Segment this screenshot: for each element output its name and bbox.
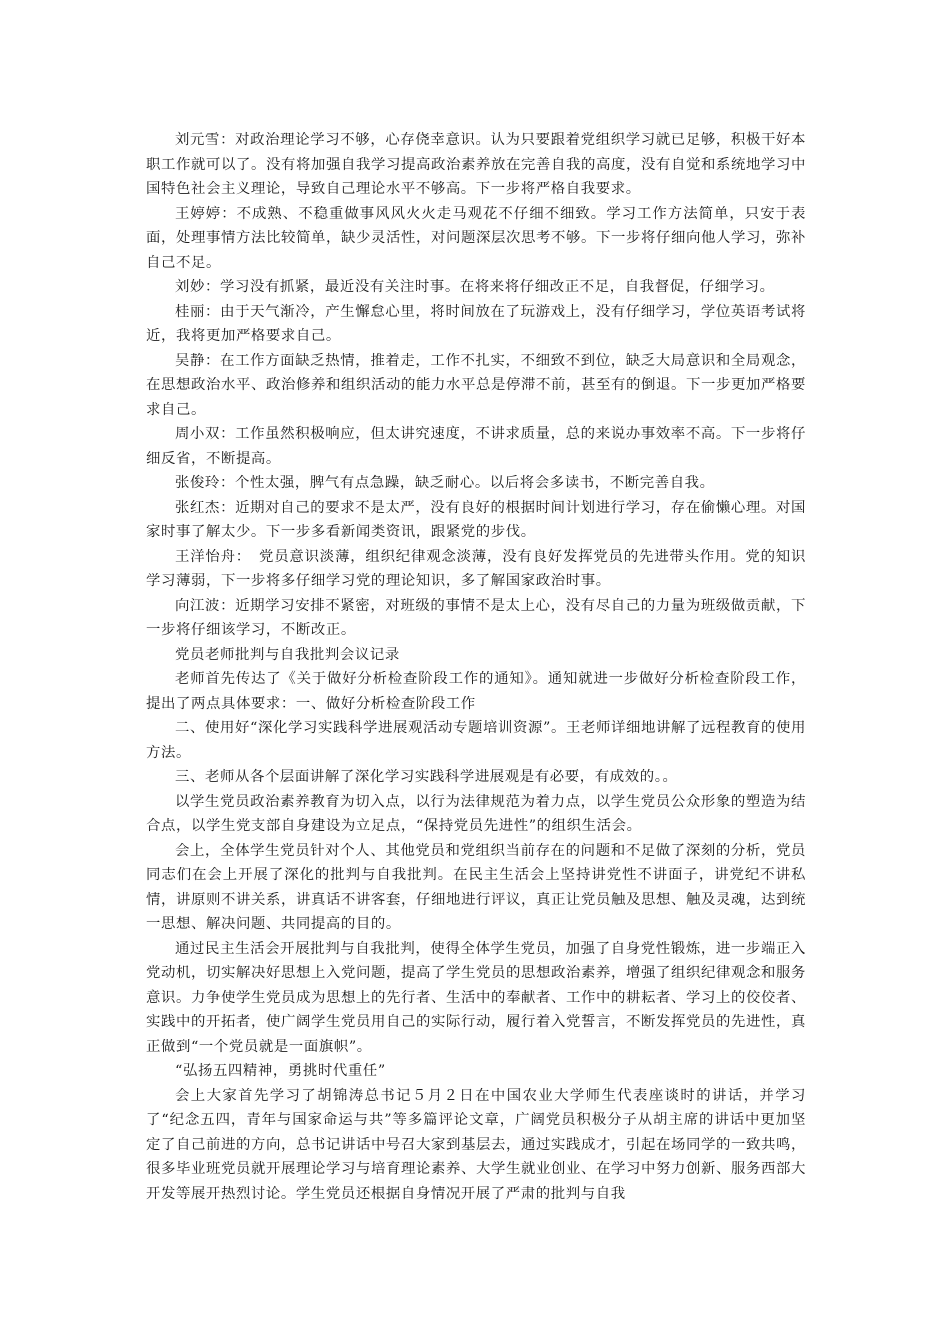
paragraph-zhou-xiaoshuang: 周小双：工作虽然积极响应，但太讲究速度，不讲求质量，总的来说办事效率不高。下一步将仔细反省，不断提高。 — [146, 426, 806, 467]
paragraph-liu-yuanxue: 刘元雪：对政治理论学习不够，心存侥幸意识。认为只要跟着党组织学习就已足够，积极干好本职工作就可以了。没有将加强自我学习提高政治素养放在完善自我的高度，没有自觉和系统地学习中国特色社会主义理论，导致自己理论水平不够高。下一步将严格自我要求。 — [146, 132, 806, 197]
paragraph-requirement-two: 二、使用好“深化学习实践科学进展观活动专题培训资源”。王老师详细地讲解了远程教育的使用方法。 — [146, 720, 806, 761]
paragraph-zhang-junling: 张俊玲：个性太强，脾气有点急躁，缺乏耐心。以后将会多读书，不断完善自我。 — [175, 475, 715, 491]
paragraph-entry-point: 以学生党员政治素养教育为切入点，以行为法律规范为着力点，以学生党员公众形象的塑造为结合点，以学生党支部自身建设为立足点，“保持党员先进性”的组织生活会。 — [146, 793, 806, 834]
paragraph-zhang-hongjie: 张红杰：近期对自己的要求不是太严，没有良好的根据时间计划进行学习，存在偷懒心理。对国家时事了解太少。下一步多看新闻类资讯，跟紧党的步伐。 — [146, 499, 806, 540]
paragraph-xiang-jiangbo: 向江波：近期学习安排不紧密，对班级的事情不是太上心，没有尽自己的力量为班级做贡献，下一步将仔细该学习，不断改正。 — [146, 597, 806, 638]
paragraph-wu-jing: 吴静：在工作方面缺乏热情，推着走，工作不扎实，不细致不到位，缺乏大局意识和全局观念，在思想政治水平、政治修养和组织活动的能力水平总是停滞不前，甚至有的倒退。下一步更加严格要求自己。 — [146, 352, 806, 418]
document-body — [146, 128, 806, 1206]
paragraph-democratic-life: 通过民主生活会开展批判与自我批判，使得全体学生党员，加强了自身党性锻炼，进一步端正入党动机，切实解决好思想上入党问题，提高了学生党员的思想政治素养，增强了组织纪律观念和服务意识。力争使学生党员成为思想上的先行者、生活中的奉献者、工作中的耕耘者、学习上的佼佼者、实践中的开拓者，使广阔学生党员用自己的实际行动，履行着入党誓言，不断发挥党员的先进性，真正做到“一个党员就是一面旗帜”。 — [146, 940, 806, 1055]
paragraph-wang-tingting: 王婷婷：不成熟、不稳重做事风风火火走马观花不仔细不细致。学习工作方法简单，只安于表面，处理事情方法比较简单，缺少灵活性，对问题深层次思考不够。下一步将仔细向他人学习，弥补自己不足。 — [146, 205, 806, 271]
paragraph-meeting-analysis: 会上，全体学生党员针对个人、其他党员和党组织当前存在的问题和不足做了深刻的分析，党员同志们在会上开展了深化的批判与自我批判。在民主生活会上坚持讲党性不讲面子，讲党纪不讲私情，讲原则不讲关系，讲真话不讲客套，仔细地进行评议，真正让党员触及思想、触及灵魂，达到统一思想、解决问题、共同提高的目的。 — [146, 842, 806, 932]
section-heading-meeting-record: 党员老师批判与自我批判会议记录 — [175, 646, 400, 663]
section-heading-may-fourth: “弘扬五四精神，勇挑时代重任” — [175, 1063, 386, 1079]
paragraph-notice: 老师首先传达了《关于做好分析检查阶段工作的通知》。通知就进一步做好分析检查阶段工作，提出了两点具体要求：一、做好分析检查阶段工作 — [146, 671, 806, 712]
paragraph-gui-li: 桂丽：由于天气渐冷，产生懈怠心里，将时间放在了玩游戏上，没有仔细学习，学位英语考试将近，我将更加严格要求自己。 — [146, 303, 806, 344]
paragraph-requirement-three: 三、老师从各个层面讲解了深化学习实践科学进展观是有必要，有成效的。。 — [175, 769, 678, 785]
paragraph-study-speech: 会上大家首先学习了胡锦涛总书记５月２日在中国农业大学师生代表座谈时的讲话，并学习了“纪念五四，青年与国家命运与共”等多篇评论文章，广阔党员积极分子从胡主席的讲话中更加坚定了自己前进的方向，总书记讲话中号召大家到基层去，通过实践成才，引起在场同学的一致共鸣，很多毕业班党员就开展理论学习与培育理论素养、大学生就业创业、在学习中努力创新、服务西部大开发等展开热烈讨论。学生党员还根据自身情况开展了严肃的批判与自我 — [146, 1087, 806, 1202]
paragraph-liu-miao: 刘妙：学习没有抓紧，最近没有关注时事。在将来将仔细改正不足，自我督促，仔细学习。 — [175, 279, 775, 295]
paragraph-wang-yangyizhou: 王洋怡舟： 党员意识淡薄，组织纪律观念淡薄，没有良好发挥党员的先进带头作用。党的知识学习薄弱，下一步将多仔细学习党的理论知识，多了解国家政治时事。 — [146, 548, 806, 589]
